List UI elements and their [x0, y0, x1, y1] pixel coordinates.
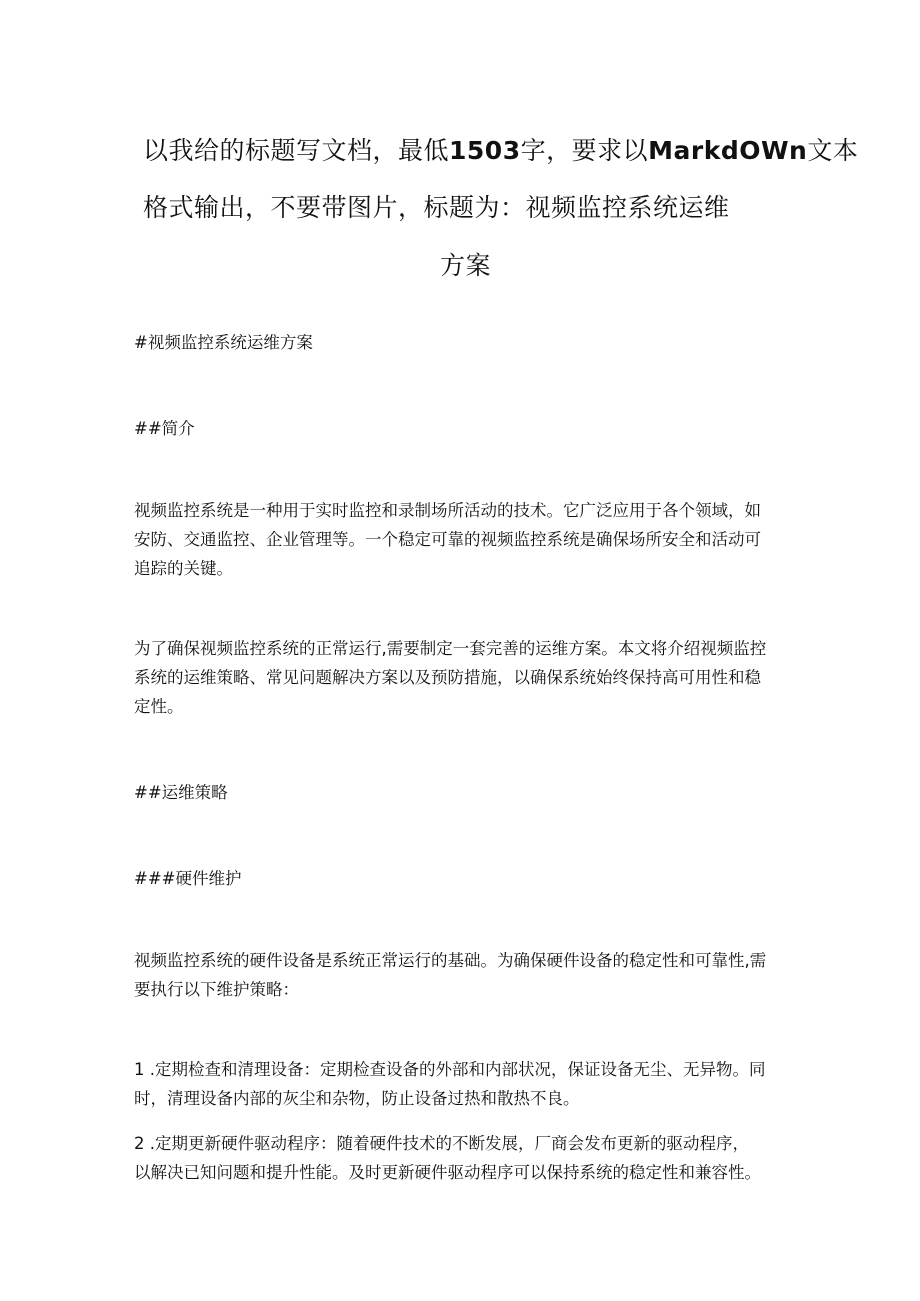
- intro-p2-line: 为了确保视频监控系统的正常运行,需要制定一套完善的运维方案。本文将介绍视频监控: [134, 639, 767, 658]
- hardware-p-line: 要执行以下维护策略：: [134, 980, 299, 999]
- title-text-a: 以我给的标题写文档，最低: [143, 136, 450, 165]
- doc-heading-hardware: ###硬件维护: [134, 869, 242, 888]
- intro-p1-line: 追踪的关键。: [134, 559, 233, 578]
- intro-p1-line: 安防、交通监控、企业管理等。一个稳定可靠的视频监控系统是确保场所安全和活动可: [134, 530, 761, 549]
- doc-heading-strategy: ##运维策略: [134, 783, 228, 802]
- doc-heading-h1: #视频监控系统运维方案: [134, 333, 313, 352]
- intro-p2-line: 系统的运维策略、常见问题解决方案以及预防措施，以确保系统始终保持高可用性和稳: [134, 668, 761, 687]
- hardware-p-line: 视频监控系统的硬件设备是系统正常运行的基础。为确保硬件设备的稳定性和可靠性,需: [134, 951, 767, 970]
- title-text-b: 字，要求以: [520, 136, 649, 165]
- title-word-count: 1503: [449, 136, 521, 165]
- title-markdown-word: MarkdOWn: [648, 136, 808, 165]
- hardware-paragraph: [134, 946, 794, 1004]
- title-line-3: 方案: [440, 251, 492, 280]
- list-item-2-line: 以解决已知问题和提升性能。及时更新硬件驱动程序可以保持系统的稳定性和兼容性。: [134, 1163, 761, 1182]
- intro-paragraph-2: [134, 634, 794, 721]
- title-line-2: 格式输出，不要带图片，标题为：视频监控系统运维: [143, 193, 730, 222]
- list-item-1-line: 1 .定期检查和清理设备：定期检查设备的外部和内部状况，保证设备无尘、无异物。同: [134, 1060, 766, 1079]
- title-line-1: [143, 131, 858, 167]
- list-item-1-line: 时，清理设备内部的灰尘和杂物，防止设备过热和散热不良。: [134, 1089, 580, 1108]
- intro-p1-line: 视频监控系统是一种用于实时监控和录制场所活动的技术。它广泛应用于各个领域，如: [134, 501, 761, 520]
- doc-heading-intro: ##简介: [134, 419, 195, 438]
- list-item-2-line: 2 .定期更新硬件驱动程序：随着硬件技术的不断发展，厂商会发布更新的驱动程序，: [134, 1134, 749, 1153]
- intro-p2-line: 定性。: [134, 697, 184, 716]
- list-item-2: [134, 1129, 794, 1187]
- intro-paragraph-1: [134, 496, 794, 583]
- title-text-c: 文本: [807, 136, 859, 165]
- list-item-1: [134, 1055, 794, 1113]
